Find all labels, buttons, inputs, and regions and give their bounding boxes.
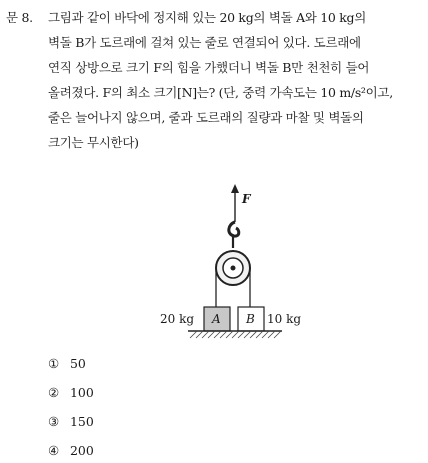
block-b-label: B — [246, 312, 255, 326]
option-1-value: 50 — [69, 356, 86, 371]
question-line-3: 연직 상방으로 크기 F의 힘을 가했더니 벽돌 B만 천천히 들어 — [48, 60, 370, 75]
option-4-marker: ④ — [48, 443, 60, 458]
question-number: 문 8. — [6, 10, 33, 25]
question-line-1: 그림과 같이 바닥에 정지해 있는 20 kg의 벽돌 A와 10 kg의 — [48, 10, 366, 25]
mass-a-label: 20 kg — [160, 312, 195, 326]
option-3[interactable] — [48, 414, 94, 429]
force-arrow-head — [231, 184, 239, 193]
option-2-marker: ② — [48, 385, 60, 400]
option-4-value: 200 — [69, 443, 94, 458]
mass-b-label: 10 kg — [267, 312, 302, 326]
question-line-2: 벽돌 B가 도르래에 걸쳐 있는 줄로 연결되어 있다. 도르래에 — [48, 35, 361, 50]
pulley-figure — [150, 180, 310, 355]
question-line-4: 올려졌다. F의 최소 크기[N]는? (단, 중력 가속도는 10 m/s²이고, — [48, 85, 393, 100]
option-3-marker: ③ — [48, 414, 60, 429]
question-line-6: 크기는 무시한다) — [48, 135, 139, 150]
question-line-5: 줄은 늘어나지 않으며, 줄과 도르래의 질량과 마찰 및 벽돌의 — [48, 110, 364, 125]
pulley-diagram — [150, 180, 310, 355]
option-3-value: 150 — [69, 414, 94, 429]
ground-hatching — [190, 331, 281, 338]
option-2-value: 100 — [69, 385, 94, 400]
option-2[interactable] — [48, 385, 94, 400]
option-1[interactable] — [48, 356, 86, 371]
pulley-axle — [231, 266, 236, 271]
force-label: F — [242, 192, 251, 206]
block-a-label: A — [212, 312, 221, 326]
pulley-hook — [229, 222, 239, 236]
option-1-marker: ① — [48, 356, 60, 371]
option-4[interactable] — [48, 443, 94, 458]
